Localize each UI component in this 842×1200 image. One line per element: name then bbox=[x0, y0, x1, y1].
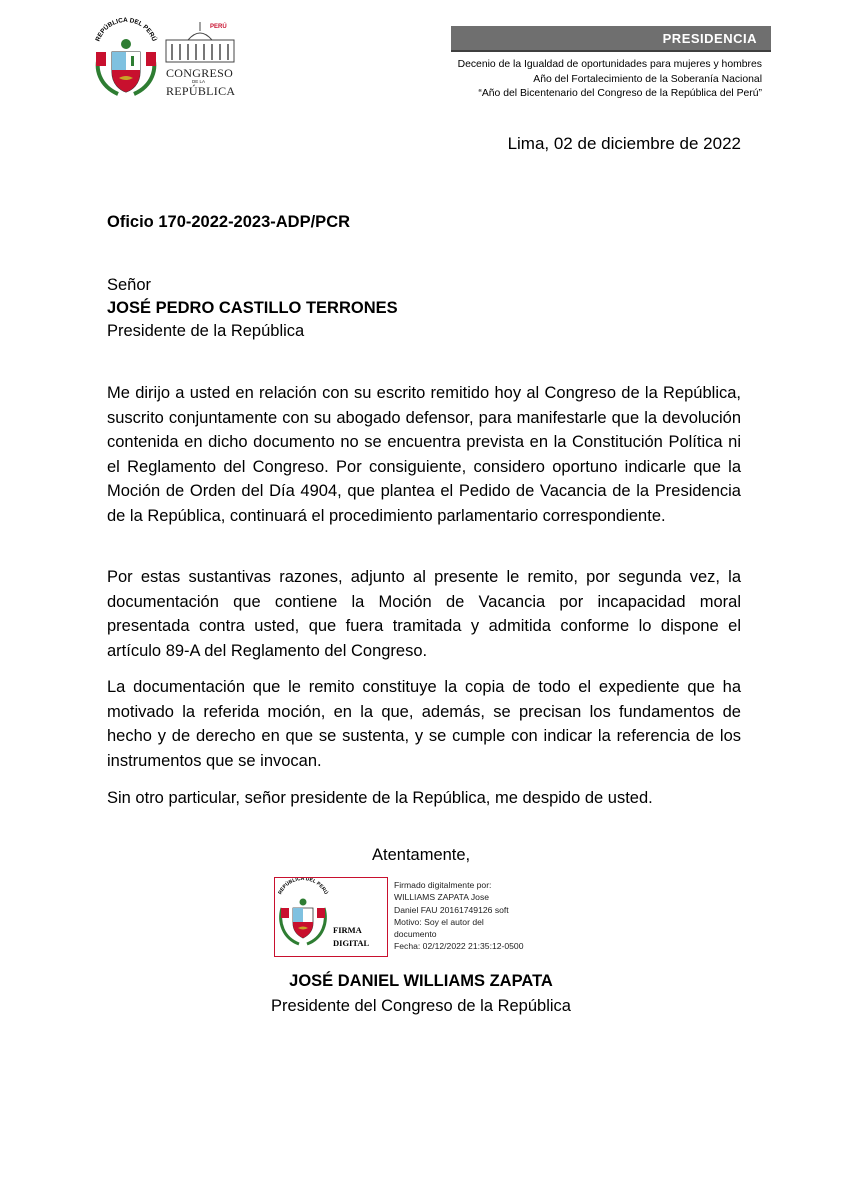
body-paragraph: Sin otro particular, señor presidente de la República, me despido de usted. bbox=[107, 789, 653, 807]
letter-date: Lima, 02 de diciembre de 2022 bbox=[507, 134, 741, 153]
signature-detail-line: Fecha: 02/12/2022 21:35:12-0500 bbox=[394, 941, 524, 952]
coat-arc-text: REPÚBLICA DEL PERÚ bbox=[94, 16, 158, 43]
body-paragraph: Por estas sustantivas razones, adjunto al presente le remito, por segunda vez, la documentación que contiene la Moción de Vacancia por incapacidad moral presentada contra usted, que fuera tramitada y admitida conforme lo dispone el artículo 89-A del Reglamento del Congreso. bbox=[107, 568, 741, 660]
addressee-name: JOSÉ PEDRO CASTILLO TERRONES bbox=[107, 299, 398, 317]
signature-detail-line: documento bbox=[394, 929, 437, 940]
digital-signature-seal-icon bbox=[275, 878, 386, 955]
seal-label-1: FIRMA bbox=[333, 925, 362, 935]
congress-building-icon bbox=[160, 22, 240, 66]
presidencia-bar: PRESIDENCIA bbox=[451, 26, 771, 52]
body-paragraph: La documentación que le remito constituye la copia de todo el expediente que ha motivado la referida moción, en la que, además, se precisan los fundamentos de hecho y de derecho en que se sustenta, y se cumple con indicar la referencia de los instrumentos que se invocan. bbox=[107, 678, 741, 770]
oficio-number: Oficio 170-2022-2023-ADP/PCR bbox=[107, 213, 351, 231]
svg-text:REPÚBLICA DEL PERÚ bbox=[277, 878, 329, 896]
signature-detail-line: WILLIAMS ZAPATA Jose bbox=[394, 892, 490, 903]
congress-logo bbox=[160, 22, 240, 98]
congress-logo-tag: PERÚ bbox=[210, 24, 227, 30]
decenio-block bbox=[402, 58, 762, 102]
addressee-salutation: Señor bbox=[107, 276, 152, 294]
svg-text:REPÚBLICA DEL PERÚ bbox=[95, 17, 160, 43]
digital-signature-stamp bbox=[274, 877, 388, 957]
signer-name: JOSÉ DANIEL WILLIAMS ZAPATA bbox=[289, 972, 553, 990]
congress-logo-line1: CONGRESO bbox=[166, 66, 234, 80]
digital-signature-details bbox=[394, 879, 524, 953]
signature-detail-line: Firmado digitalmente por: bbox=[394, 880, 492, 890]
congress-logo-line2: DE LA bbox=[192, 79, 206, 84]
seal-label-2: DIGITAL bbox=[333, 938, 370, 948]
coat-of-arms-logo bbox=[88, 14, 164, 100]
closing: Atentamente, bbox=[372, 846, 471, 864]
decenio-line: “Año del Bicentenario del Congreso de la República del Perú” bbox=[478, 88, 762, 99]
decenio-line: Año del Fortalecimiento de la Soberanía Nacional bbox=[533, 73, 762, 85]
body-paragraph: Me dirijo a usted en relación con su escrito remitido hoy al Congreso de la República, suscrito conjuntamente con su abogado defensor, para manifestarle que la devolución contenida en dicho documento no se encuentra prevista en la Constitución Política ni el Reglamento del Congreso. Por consiguiente, considero oportuno indicarle que la Moción de Orden del Día 4904, que plantea el Pedido de Vacancia de la Presidencia de la República, continuará el procedimiento parlamentario correspondiente. bbox=[107, 384, 741, 525]
signature-detail-line: Motivo: Soy el autor del bbox=[394, 916, 484, 927]
seal-arc-text: REPÚBLICA DEL PERÚ bbox=[277, 878, 329, 896]
decenio-line: Decenio de la Igualdad de oportunidades para mujeres y hombres bbox=[457, 59, 762, 70]
signature-detail-line: Daniel FAU 20161749126 soft bbox=[394, 904, 509, 915]
addressee-title: Presidente de la República bbox=[107, 322, 305, 340]
signer-title: Presidente del Congreso de la República bbox=[271, 997, 571, 1015]
congress-logo-line3: REPÚBLICA bbox=[166, 84, 236, 98]
